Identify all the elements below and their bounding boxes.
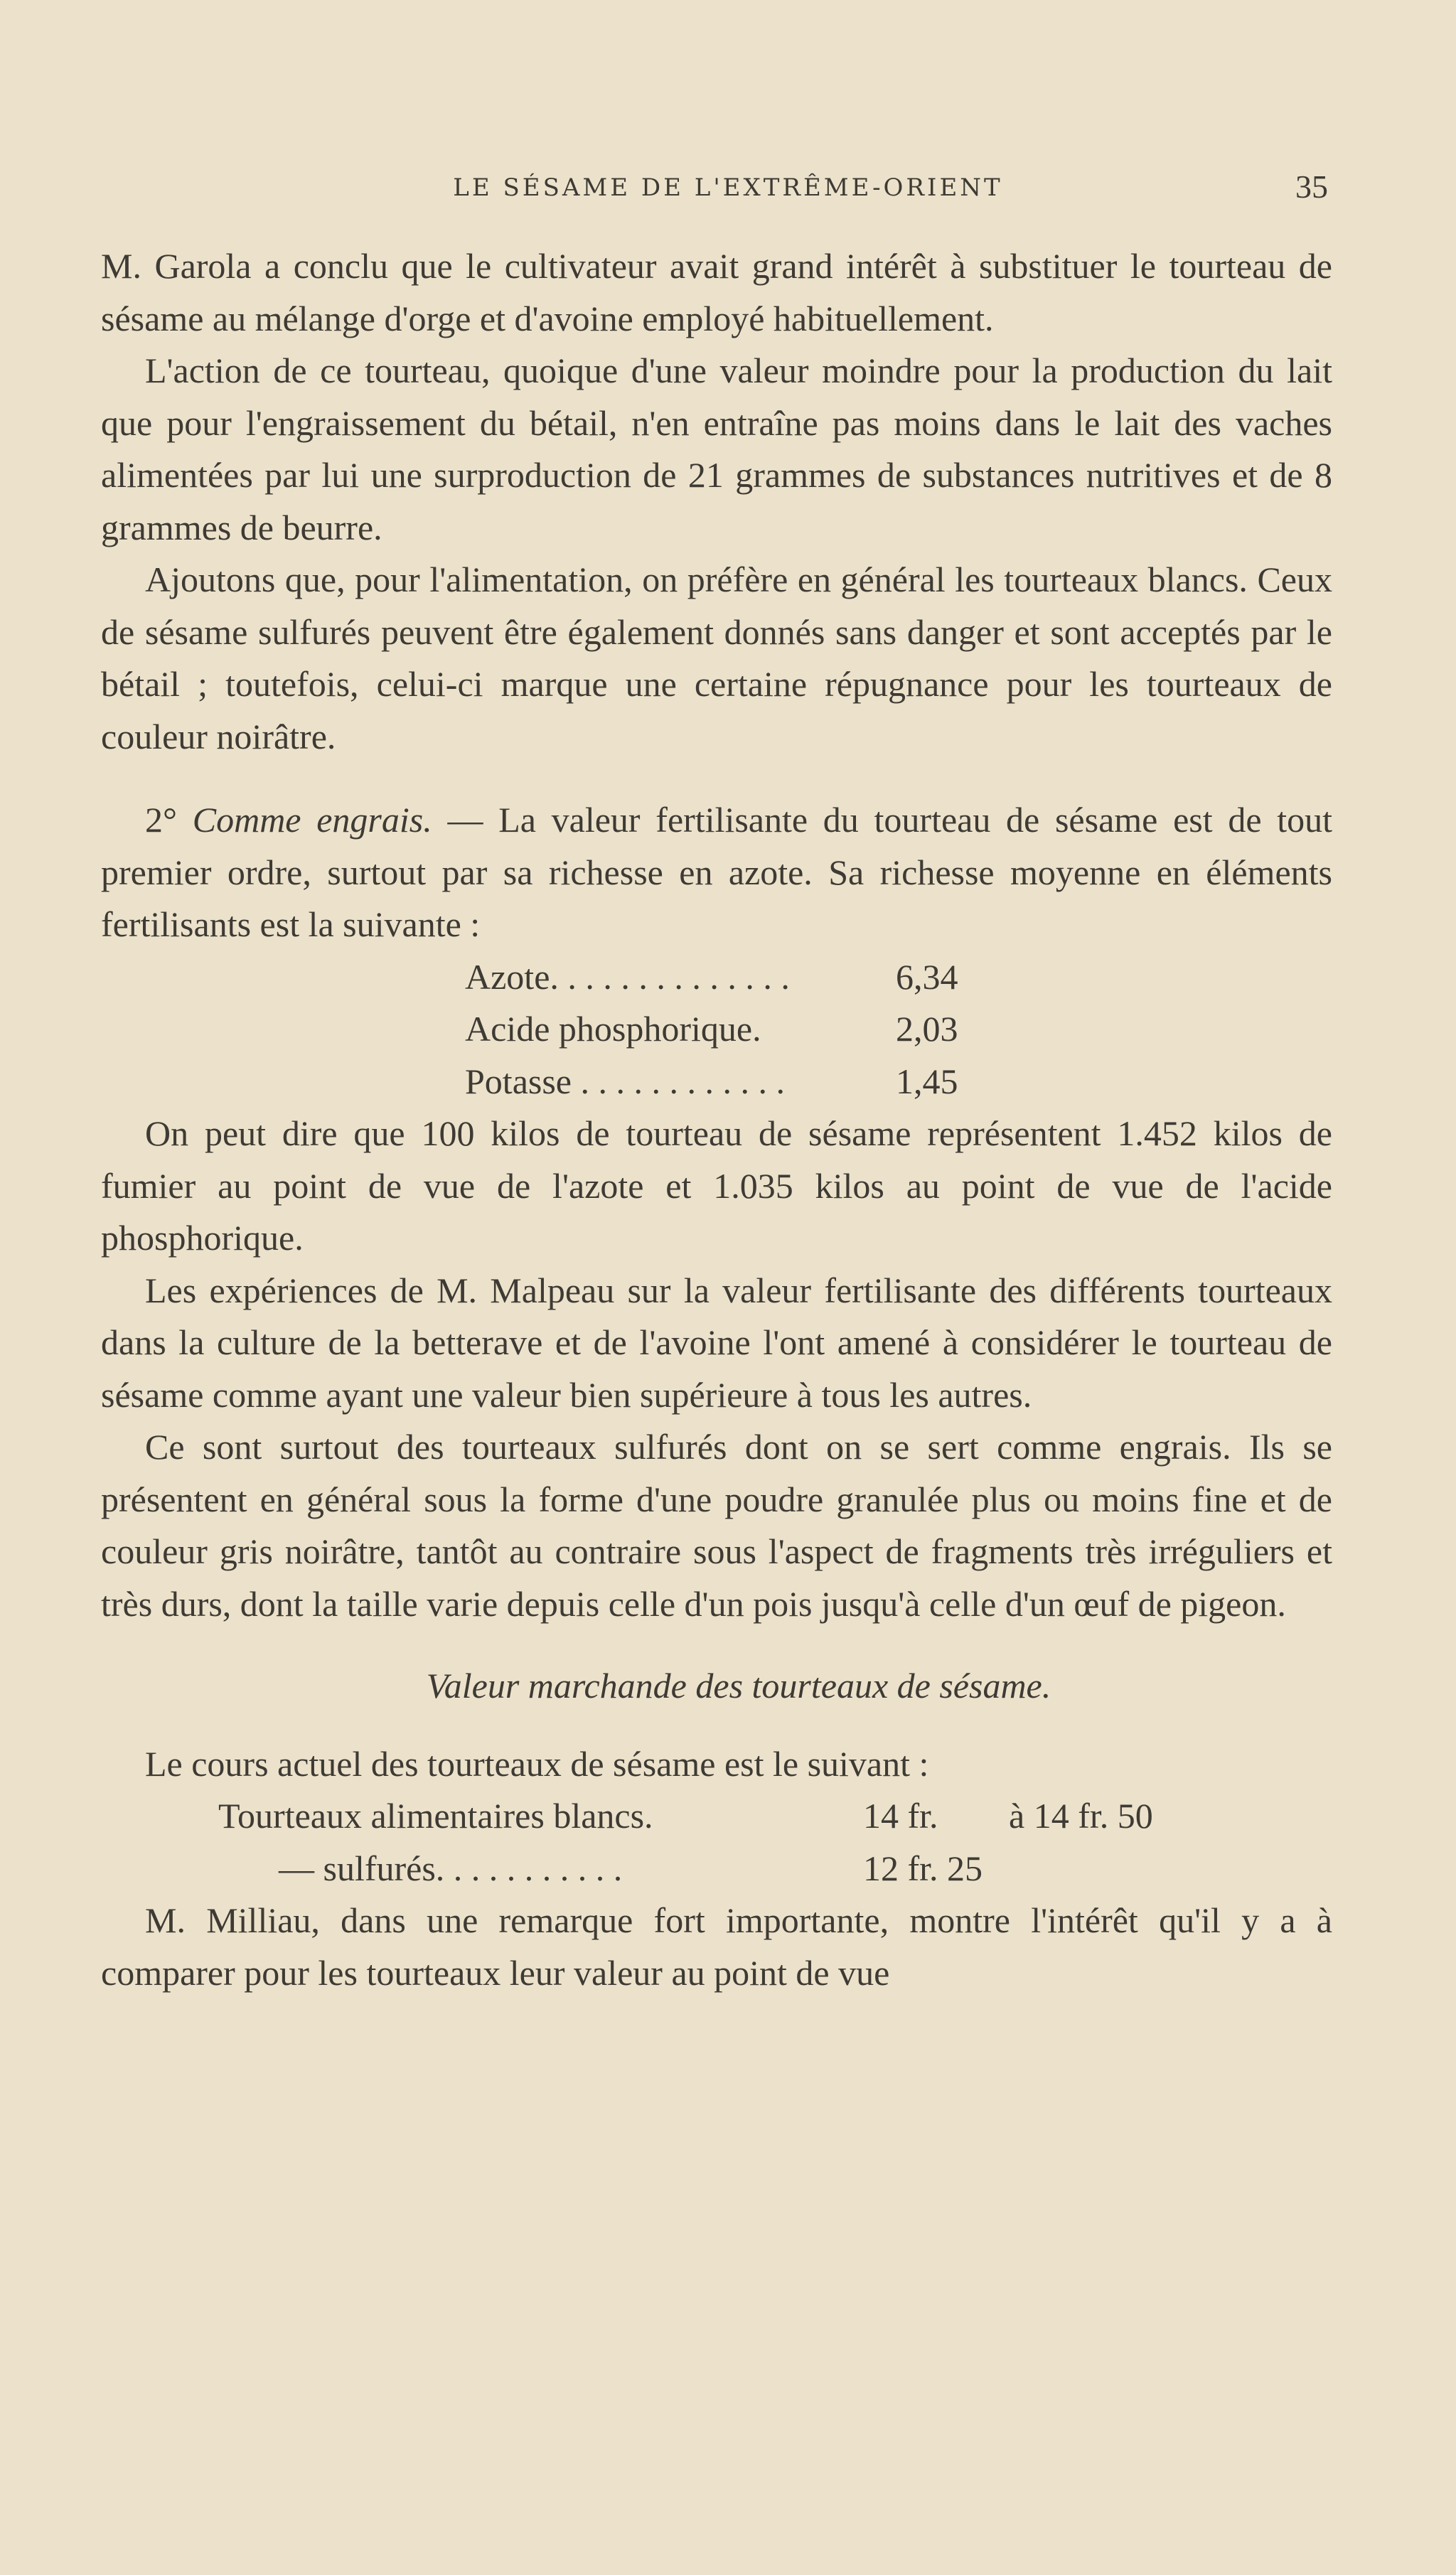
paragraph-tourteaux-blancs: Ajoutons que, pour l'alimentation, on préfère en général les tourteaux blancs. Ceux de sésame sulfurés peuvent être également donnés sans danger et sont acceptés par le bétail ; toutefois, celui-ci marque une certaine répugnance pour les tourteaux de couleur noirâtre. [101, 560, 1332, 756]
price-value-to: à 14 fr. 50 [1009, 1796, 1153, 1836]
price-label: — sulfurés. . . . . . . . . . . [279, 1848, 623, 1888]
price-value: 12 fr. 25 [863, 1848, 983, 1888]
composition-row [465, 1003, 958, 1056]
price-label: Tourteaux alimentaires blancs. [218, 1796, 653, 1836]
paragraph-malpeau: Les expériences de M. Malpeau sur la valeur fertilisante des différents tourteaux dans la culture de la betterave et de l'avoine l'ont amené à considérer le tourteau de sésame comme ayant une valeur bien supérieure à tous les autres. [101, 1270, 1332, 1415]
paragraph-sulfures: Ce sont surtout des tourteaux sulfurés dont on se sert comme engrais. Ils se présentent en général sous la forme d'une poudre granulée plus ou moins fine et de couleur gris noirâtre, tantôt au contraire sous l'aspect de fragments très irréguliers et très durs, dont la taille varie depuis celle d'un pois jusqu'à celle d'un œuf de pigeon. [101, 1427, 1332, 1624]
paragraph-milliau: M. Milliau, dans une remarque fort importante, montre l'intérêt qu'il y a à comparer pour les tourteaux leur valeur au point de vue [101, 1900, 1332, 1993]
price-table [218, 1790, 1153, 1895]
page-body [101, 240, 1332, 1999]
price-value-to [1009, 1843, 1153, 1895]
composition-row [465, 951, 958, 1004]
composition-name: Acide phosphorique. [465, 1009, 761, 1049]
paragraph-cours: Le cours actuel des tourteaux de sésame est le suivant : [145, 1743, 929, 1784]
paragraph-fumier: On peut dire que 100 kilos de tourteau de sésame représentent 1.452 kilos de fumier au point de vue de l'azote et 1.035 kilos au point de vue de l'acide phosphorique. [101, 1113, 1332, 1258]
running-title: LE SÉSAME DE L'EXTRÊME-ORIENT [453, 173, 1003, 202]
page-header [0, 168, 1456, 213]
price-row [218, 1843, 1153, 1895]
composition-table [465, 951, 958, 1108]
composition-value: 1,45 [896, 1061, 958, 1101]
em-dash: — [447, 800, 483, 840]
section-title-valeur-marchande: Valeur marchande des tourteaux de sésame. [426, 1666, 1051, 1706]
paragraph-engrais-text: La valeur fertilisante du tourteau de sésame est de tout premier ordre, surtout par sa richesse en azote. Sa richesse moyenne en éléments fertilisants est la suivante : [101, 800, 1333, 944]
price-value: 14 fr. [863, 1796, 938, 1836]
price-row [218, 1790, 1153, 1843]
paragraph-action-tourteau: L'action de ce tourteau, quoique d'une valeur moindre pour la production du lait que pour l'engraissement du bétail, n'en entraîne pas moins dans le lait des vaches alimentées par lui une surproduction de 21 grammes de substances nutritives et de 8 grammes de beurre. [101, 350, 1332, 547]
section-number: 2° [145, 800, 177, 840]
composition-name: Azote. . . . . . . . . . . . . . [465, 956, 790, 997]
paragraph-garola: M. Garola a conclu que le cultivateur avait grand intérêt à substituer le tourteau de sésame au mélange d'orge et d'avoine employé habituellement. [101, 246, 1332, 338]
composition-row [465, 1056, 958, 1108]
section-heading-engrais: Comme engrais. [192, 800, 432, 840]
composition-value: 6,34 [896, 956, 958, 997]
paragraph-comme-engrais [101, 794, 1332, 951]
composition-name: Potasse . . . . . . . . . . . . [465, 1061, 785, 1101]
composition-value: 2,03 [896, 1009, 958, 1049]
page-number: 35 [1295, 168, 1328, 205]
